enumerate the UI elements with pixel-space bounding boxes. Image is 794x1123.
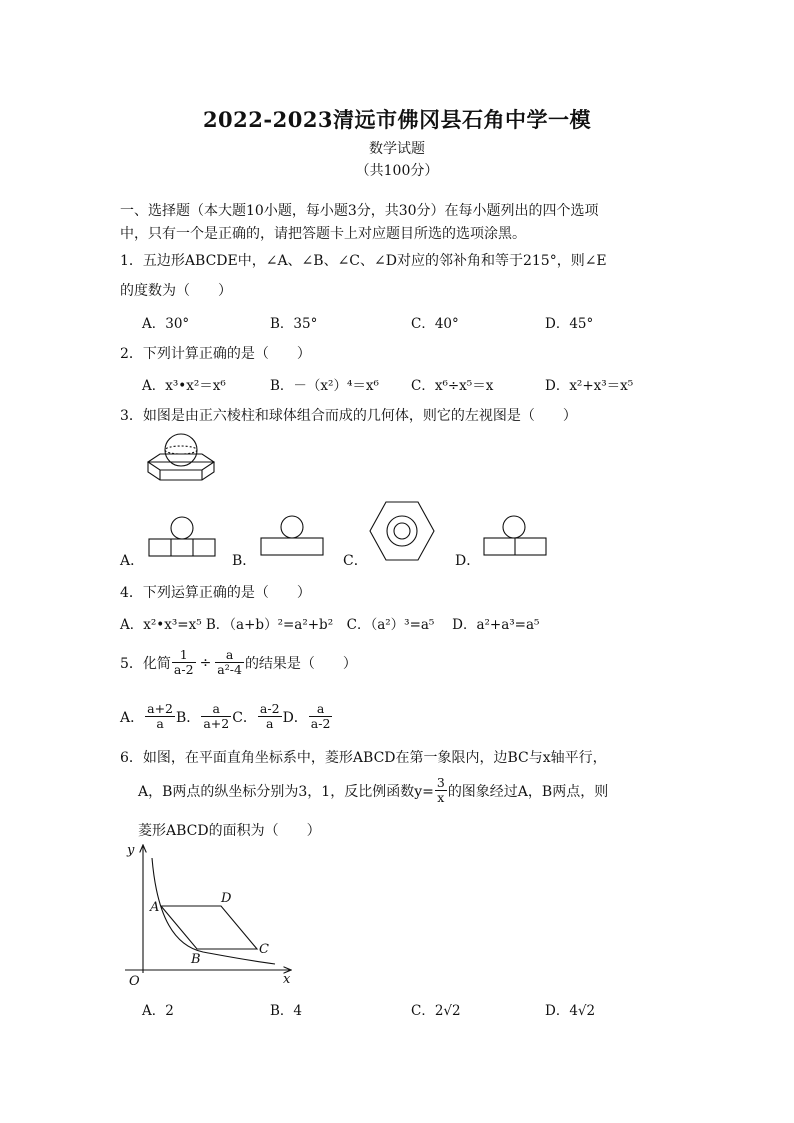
q6-line3: 菱形ABCD的面积为（ ） [138, 823, 321, 839]
q5-option-c-label: C． [232, 709, 257, 726]
q6-line2-post: 的图象经过A，B两点，则 [447, 783, 609, 800]
q6-frac-num: 3 [436, 775, 445, 790]
q6-option-a: A．2 [142, 1003, 174, 1019]
graph-label-x: x [283, 972, 291, 987]
q5-prefix: 5．化简 [120, 655, 171, 672]
q6-fraction [435, 776, 447, 805]
q3-view-c [366, 498, 438, 564]
q1-line1: 1．五边形ABCDE中，∠A、∠B、∠C、∠D对应的邻补角和等于215°，则∠E [120, 253, 607, 269]
q5-option-c [258, 702, 282, 731]
q1-option-b: B．35° [270, 316, 318, 332]
graph-label-d: D [221, 891, 232, 906]
graph-label-b: B [191, 952, 201, 967]
q6-coordinate-graph [115, 838, 300, 993]
q3-view-b [256, 510, 326, 558]
q2-stem: 2．下列计算正确的是（ ） [120, 346, 311, 362]
q6-line2 [138, 776, 608, 805]
q6-line1: 6．如图，在平面直角坐标系中，菱形ABCD在第一象限内，边BC与x轴平行， [120, 750, 607, 766]
q2-option-d: D．x²+x³＝x⁵ [545, 378, 634, 394]
graph-label-y: y [127, 843, 135, 858]
q3-view-d [478, 510, 550, 558]
q5-stem [120, 648, 357, 677]
q5-f1-num: 1 [172, 648, 196, 663]
graph-label-a: A [150, 900, 160, 915]
q5-option-b-num: a [201, 702, 231, 717]
page-subtitle: 数学试题 [369, 141, 425, 157]
q1-line2: 的度数为（ ） [120, 283, 232, 299]
q6-option-b: B．4 [270, 1003, 303, 1019]
q5-option-d-label: D． [282, 709, 308, 726]
q3-label-c: C． [343, 553, 368, 569]
q5-f2-den: a²-4 [217, 662, 242, 677]
page-title: 2022-2023清远市佛冈县石角中学一模 [202, 107, 592, 132]
q5-option-c-den: a [266, 716, 274, 731]
q6-option-d: D．4√2 [545, 1003, 596, 1019]
q5-option-a-label: A． [120, 709, 145, 726]
section1-line1: 一、选择题（本大题10小题，每小题3分，共30分）在每小题列出的四个选项 [120, 203, 599, 219]
section1-line2: 中，只有一个是正确的，请把答题卡上对应题目所选的选项涂黑。 [120, 226, 526, 242]
q3-solid-figure [140, 430, 222, 488]
q5-option-c-num: a-2 [259, 701, 280, 716]
q5-suffix: 的结果是（ ） [244, 655, 357, 672]
q2-option-b: B．－（x²）⁴＝x⁶ [270, 378, 379, 394]
q6-option-c: C．2√2 [411, 1003, 461, 1019]
q5-divide-sign: ÷ [199, 654, 212, 671]
graph-label-origin: O [129, 974, 140, 989]
q5-option-d [309, 702, 333, 731]
q4-options: A．x²•x³=x⁵ B．（a+b）²=a²+b² C．（a²）³=a⁵ D．a²+a³=a⁵ [120, 617, 540, 633]
q3-label-d: D． [455, 553, 481, 569]
q5-option-d-den: a-2 [310, 716, 331, 731]
q1-option-a: A．30° [142, 316, 190, 332]
q5-option-b-den: a+2 [203, 716, 230, 731]
q4-stem: 4．下列运算正确的是（ ） [120, 585, 311, 601]
q5-options [120, 702, 333, 731]
q5-option-a-num: a+2 [147, 701, 174, 716]
q5-f1-den: a-2 [173, 662, 194, 677]
q5-fraction-1 [172, 648, 196, 677]
total-score: （共100分） [355, 163, 439, 179]
q3-stem: 3．如图是由正六棱柱和球体组合而成的几何体，则它的左视图是（ ） [120, 408, 577, 424]
q5-option-b-label: B． [176, 709, 201, 726]
q6-frac-den: x [437, 790, 445, 805]
q3-label-a: A． [120, 553, 145, 569]
q3-view-a [144, 512, 220, 560]
q5-option-a [145, 702, 175, 731]
rhombus-abcd [161, 906, 257, 949]
q5-option-d-num: a [309, 702, 333, 717]
q3-label-b: B． [232, 553, 257, 569]
graph-label-c: C [259, 942, 269, 957]
q5-fraction-2 [215, 648, 244, 677]
q2-option-c: C．x⁶÷x⁵＝x [411, 378, 494, 394]
q5-option-a-den: a [156, 716, 164, 731]
q1-option-c: C．40° [411, 316, 459, 332]
q6-line2-pre: A，B两点的纵坐标分别为3，1，反比例函数y= [138, 783, 434, 800]
q2-option-a: A．x³•x²＝x⁶ [142, 378, 226, 394]
q5-option-b [201, 702, 231, 731]
q1-option-d: D．45° [545, 316, 594, 332]
q5-f2-num: a [215, 648, 244, 663]
